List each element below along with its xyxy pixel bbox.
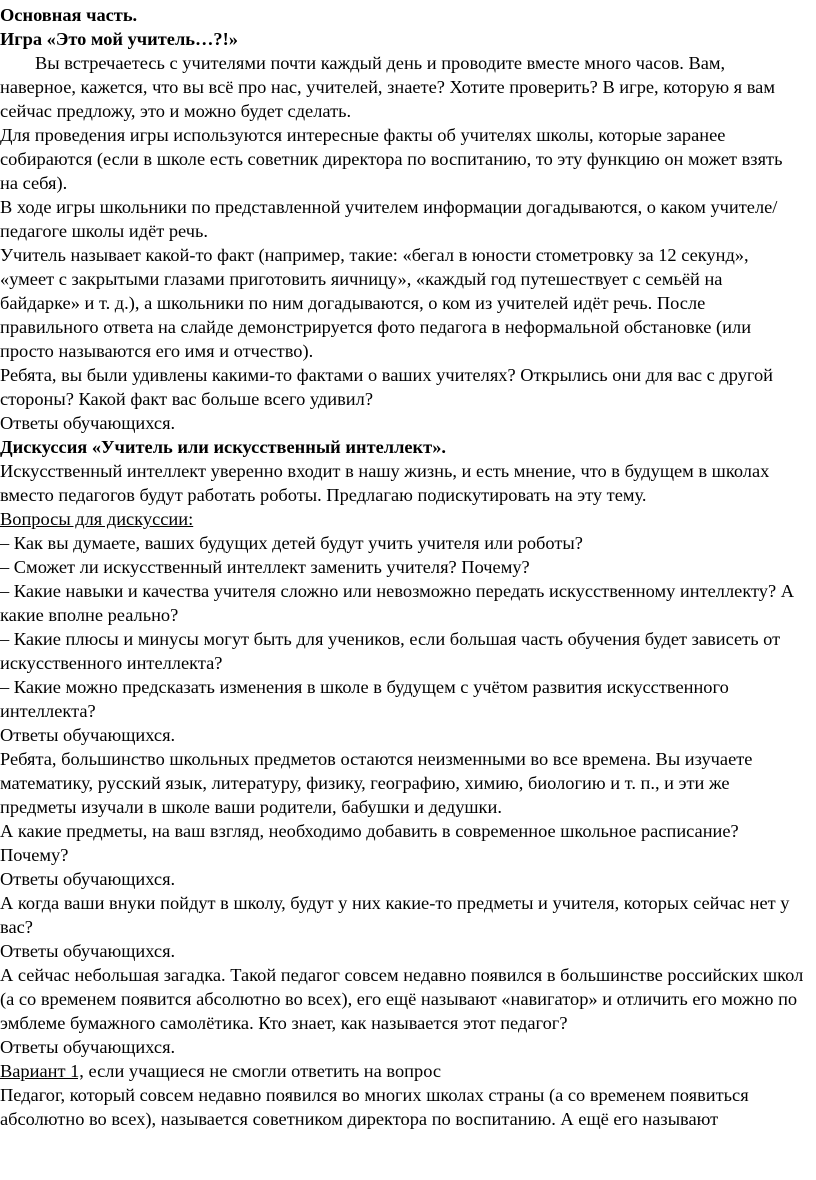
paragraph-line: собираются (если в школе есть советник директора по воспитанию, то эту функцию он может взять (0, 149, 783, 169)
question-item: – Какие плюсы и минусы могут быть для учеников, если большая часть обучения будет зависеть от (0, 629, 781, 649)
question-item: какие вполне реально? (0, 605, 179, 625)
paragraph-line: В ходе игры школьники по представленной учителем информации догадываются, о каком учителе/ (0, 197, 778, 217)
paragraph-line: Ребята, вы были удивлены какими-то фактами о ваших учителях? Открылись они для вас с другой (0, 365, 774, 385)
paragraph-line: «умеет с закрытыми глазами приготовить яичницу», «каждый год путешествует с семьёй на (0, 269, 723, 289)
paragraph-line: педагоге школы идёт речь. (0, 221, 208, 241)
paragraph-line: Учитель называет какой-то факт (например, такие: «бегал в юности стометровку за 12 секунд», (0, 245, 749, 265)
game-title: Игра «Это мой учитель…?!» (0, 29, 238, 49)
paragraph-line: Почему? (0, 845, 69, 865)
paragraph-line: сейчас предложу, это и можно будет сделать. (0, 101, 352, 121)
paragraph-line: вместо педагогов будут работать роботы. Предлагаю подискутировать на эту тему. (0, 485, 647, 505)
question-item: – Как вы думаете, ваших будущих детей будут учить учителя или роботы? (0, 533, 583, 553)
paragraph-line: предметы изучали в школе ваши родители, бабушки и дедушки. (0, 797, 502, 817)
paragraph-line: Ответы обучающихся. (0, 725, 176, 745)
variant-line (0, 1059, 441, 1083)
question-item: искусственного интеллекта? (0, 653, 223, 673)
paragraph-line: наверное, кажется, что вы всё про нас, учителей, знаете? Хотите проверить? В игре, которую я вам (0, 77, 775, 97)
paragraph-line: Педагог, который совсем недавно появился во многих школах страны (а со временем появиться (0, 1085, 749, 1105)
section-heading: Основная часть. (0, 5, 138, 25)
paragraph-line: Ответы обучающихся. (0, 869, 176, 889)
paragraph-line: Искусственный интеллект уверенно входит в нашу жизнь, и есть мнение, что в будущем в школах (0, 461, 770, 481)
discussion-title: Дискуссия «Учитель или искусственный интеллект». (0, 437, 446, 457)
paragraph-line: правильного ответа на слайде демонстрируется фото педагога в неформальной обстановке (или (0, 317, 752, 337)
paragraph-line: А какие предметы, на ваш взгляд, необходимо добавить в современное школьное расписание? (0, 821, 739, 841)
paragraph-line: Ребята, большинство школьных предметов остаются неизменными во все времена. Вы изучаете (0, 749, 753, 769)
question-item: – Какие навыки и качества учителя сложно или невозможно передать искусственному интеллекту? А (0, 581, 795, 601)
paragraph-line: А сейчас небольшая загадка. Такой педагог совсем недавно появился в большинстве российских школ (0, 965, 804, 985)
paragraph-line: Ответы обучающихся. (0, 413, 176, 433)
paragraph-line: просто называются его имя и отчество). (0, 341, 314, 361)
paragraph-line: абсолютно во всех), называется советником директора по воспитанию. А ещё его называют (0, 1109, 719, 1129)
paragraph-line: Вы встречаетесь с учителями почти каждый день и проводите вместе много часов. Вам, (35, 53, 726, 73)
question-item: интеллекта? (0, 701, 96, 721)
variant-text: если учащиеся не смогли ответить на вопрос (83, 1061, 442, 1081)
paragraph-line: Для проведения игры используются интересные факты об учителях школы, которые заранее (0, 125, 726, 145)
paragraph-line: на себя). (0, 173, 68, 193)
paragraph-line: стороны? Какой факт вас больше всего удивил? (0, 389, 373, 409)
paragraph-line: А когда ваши внуки пойдут в школу, будут у них какие-то предметы и учителя, которых сейчас нет у (0, 893, 790, 913)
variant-label: Вариант 1, (0, 1061, 84, 1081)
paragraph-line: (а со временем появится абсолютно во всех), его ещё называют «навигатор» и отличить его можно по (0, 989, 798, 1009)
question-item: – Сможет ли искусственный интеллект заменить учителя? Почему? (0, 557, 530, 577)
paragraph-line: математику, русский язык, литературу, физику, географию, химию, биологию и т. п., и эти же (0, 773, 730, 793)
paragraph-line: байдарке» и т. д.), а школьники по ним догадываются, о ком из учителей идёт речь. После (0, 293, 706, 313)
paragraph-line: вас? (0, 917, 33, 937)
paragraph-line: Ответы обучающихся. (0, 941, 176, 961)
questions-heading: Вопросы для дискуссии: (0, 509, 194, 529)
paragraph-line: Ответы обучающихся. (0, 1037, 176, 1057)
question-item: – Какие можно предсказать изменения в школе в будущем с учётом развития искусственного (0, 677, 729, 697)
paragraph-line: эмблеме бумажного самолётика. Кто знает, как называется этот педагог? (0, 1013, 568, 1033)
